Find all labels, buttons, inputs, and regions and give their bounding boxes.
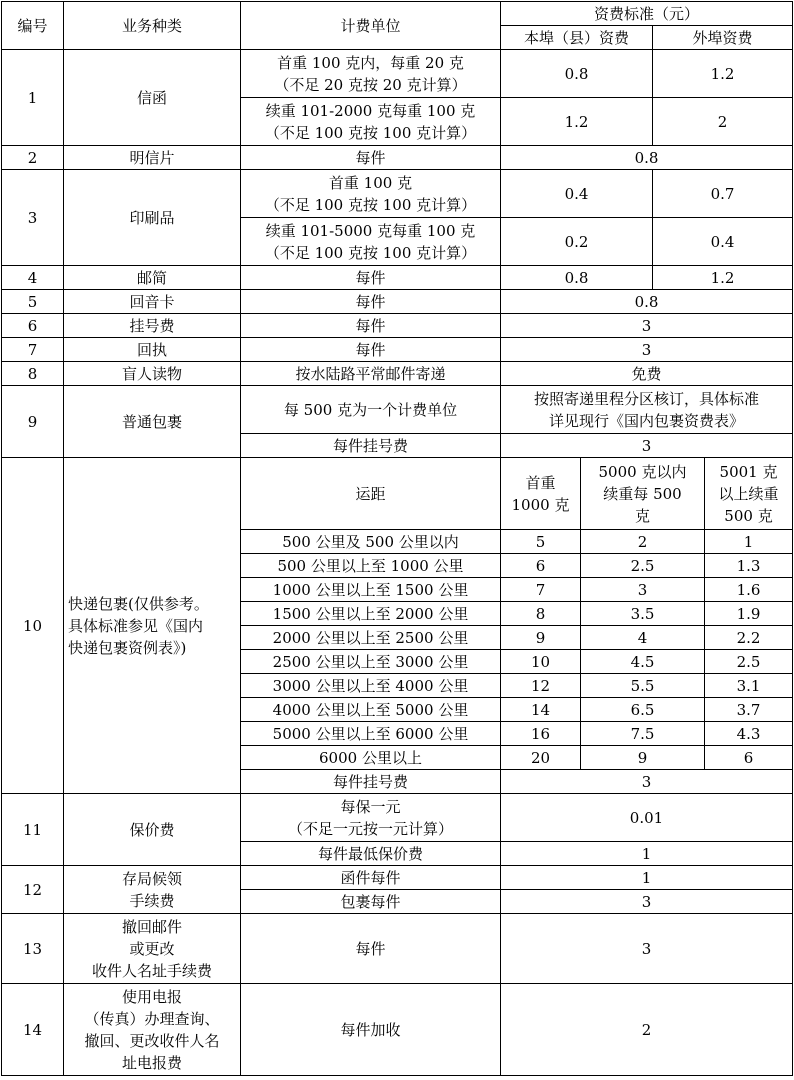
heavy-weight-cell: 3.7 [705, 698, 793, 722]
fee-cell: 3 [501, 338, 793, 362]
row-type: 邮简 [64, 266, 241, 290]
first-weight-cell: 6 [501, 554, 581, 578]
fee-cell: 3 [501, 434, 793, 458]
unit-cell: 每保一元 （不足一元按一元计算） [241, 794, 501, 842]
row-no: 13 [2, 914, 64, 984]
unit-cell: 每件 [241, 290, 501, 314]
first-weight-cell: 9 [501, 626, 581, 650]
outside-fee-cell: 1.2 [653, 266, 793, 290]
row-no: 4 [2, 266, 64, 290]
first-weight-cell: 16 [501, 722, 581, 746]
fee-cell: 3 [501, 770, 793, 794]
unit-cell: 续重 101-5000 克每重 100 克 （不足 100 克按 100 克计算） [241, 218, 501, 266]
fee-cell: 1 [501, 866, 793, 890]
row-type: 保价费 [64, 794, 241, 866]
row-type: 明信片 [64, 146, 241, 170]
local-fee-cell: 0.2 [501, 218, 653, 266]
header-local: 本埠（县）资费 [501, 26, 653, 50]
continued-weight-cell: 6.5 [581, 698, 705, 722]
unit-cell: 每件 [241, 314, 501, 338]
fee-cell: 3 [501, 314, 793, 338]
fee-cell: 1 [501, 842, 793, 866]
row-type: 快递包裹(仅供参考。 具体标准参见《国内 快递包裹资例表》) [64, 458, 241, 794]
continued-weight-cell: 3.5 [581, 602, 705, 626]
row-no: 2 [2, 146, 64, 170]
local-fee-cell: 0.8 [501, 50, 653, 98]
heavy-weight-cell: 2.5 [705, 650, 793, 674]
unit-cell: 按水陆路平常邮件寄递 [241, 362, 501, 386]
unit-cell: 包裹每件 [241, 890, 501, 914]
continued-weight-cell: 3 [581, 578, 705, 602]
outside-fee-cell: 2 [653, 98, 793, 146]
fee-cell: 3 [501, 890, 793, 914]
header-no: 编号 [2, 2, 64, 50]
unit-cell: 续重 101-2000 克每重 100 克 （不足 100 克按 100 克计算） [241, 98, 501, 146]
distance-cell: 3000 公里以上至 4000 公里 [241, 674, 501, 698]
unit-cell: 每件挂号费 [241, 434, 501, 458]
unit-cell: 函件每件 [241, 866, 501, 890]
local-fee-cell: 0.4 [501, 170, 653, 218]
distance-cell: 4000 公里以上至 5000 公里 [241, 698, 501, 722]
heavy-weight-cell: 1 [705, 530, 793, 554]
first-weight-cell: 10 [501, 650, 581, 674]
unit-cell: 每件 [241, 266, 501, 290]
row-type: 印刷品 [64, 170, 241, 266]
row-type: 撤回邮件 或更改 收件人名址手续费 [64, 914, 241, 984]
first-weight-cell: 8 [501, 602, 581, 626]
row-type: 盲人读物 [64, 362, 241, 386]
heavy-weight-cell: 4.3 [705, 722, 793, 746]
fee-cell: 0.01 [501, 794, 793, 842]
row-no: 6 [2, 314, 64, 338]
row-type: 使用电报 （传真）办理查询、 撤回、更改收件人名 址电报费 [64, 984, 241, 1076]
continued-weight-cell: 4.5 [581, 650, 705, 674]
distance-cell: 1500 公里以上至 2000 公里 [241, 602, 501, 626]
header-type: 业务种类 [64, 2, 241, 50]
unit-cell: 每 500 克为一个计费单位 [241, 386, 501, 434]
first-weight-cell: 7 [501, 578, 581, 602]
heavy-weight-cell: 1.6 [705, 578, 793, 602]
fee-cell: 3 [501, 914, 793, 984]
heavy-weight-cell: 6 [705, 746, 793, 770]
row-no: 1 [2, 50, 64, 146]
row-type: 挂号费 [64, 314, 241, 338]
row-type: 存局候领 手续费 [64, 866, 241, 914]
distance-cell: 500 公里以上至 1000 公里 [241, 554, 501, 578]
row-no: 7 [2, 338, 64, 362]
unit-cell: 每件最低保价费 [241, 842, 501, 866]
continued-weight-cell: 9 [581, 746, 705, 770]
unit-cell: 每件挂号费 [241, 770, 501, 794]
row-no: 11 [2, 794, 64, 866]
unit-cell: 每件 [241, 914, 501, 984]
row-no: 14 [2, 984, 64, 1076]
row-no: 3 [2, 170, 64, 266]
continued-weight-cell: 5.5 [581, 674, 705, 698]
row-type: 回执 [64, 338, 241, 362]
outside-fee-cell: 0.7 [653, 170, 793, 218]
continued-weight-cell: 2 [581, 530, 705, 554]
distance-cell: 2000 公里以上至 2500 公里 [241, 626, 501, 650]
first-weight-header: 首重 1000 克 [501, 458, 581, 530]
continued-weight-cell: 4 [581, 626, 705, 650]
distance-cell: 2500 公里以上至 3000 公里 [241, 650, 501, 674]
continued-weight-cell: 7.5 [581, 722, 705, 746]
fee-cell: 免费 [501, 362, 793, 386]
row-no: 5 [2, 290, 64, 314]
distance-cell: 6000 公里以上 [241, 746, 501, 770]
postal-tariff-table [1, 1, 793, 1076]
distance-cell: 1000 公里以上至 1500 公里 [241, 578, 501, 602]
fee-cell: 0.8 [501, 290, 793, 314]
first-weight-cell: 14 [501, 698, 581, 722]
unit-cell: 每件 [241, 338, 501, 362]
row-no: 9 [2, 386, 64, 458]
first-weight-cell: 12 [501, 674, 581, 698]
local-fee-cell: 1.2 [501, 98, 653, 146]
header-unit: 计费单位 [241, 2, 501, 50]
fee-cell: 2 [501, 984, 793, 1076]
heavy-weight-cell: 2.2 [705, 626, 793, 650]
row-type: 普通包裹 [64, 386, 241, 458]
heavy-weight-header: 5001 克 以上续重 500 克 [705, 458, 793, 530]
unit-cell: 首重 100 克 （不足 100 克按 100 克计算） [241, 170, 501, 218]
distance-header: 运距 [241, 458, 501, 530]
outside-fee-cell: 0.4 [653, 218, 793, 266]
header-outside: 外埠资费 [653, 26, 793, 50]
row-no: 8 [2, 362, 64, 386]
distance-cell: 5000 公里以上至 6000 公里 [241, 722, 501, 746]
heavy-weight-cell: 1.9 [705, 602, 793, 626]
unit-cell: 每件加收 [241, 984, 501, 1076]
row-type: 回音卡 [64, 290, 241, 314]
heavy-weight-cell: 1.3 [705, 554, 793, 578]
unit-cell: 每件 [241, 146, 501, 170]
first-weight-cell: 5 [501, 530, 581, 554]
unit-cell: 首重 100 克内，每重 20 克 （不足 20 克按 20 克计算） [241, 50, 501, 98]
local-fee-cell: 0.8 [501, 266, 653, 290]
row-no: 10 [2, 458, 64, 794]
continued-weight-cell: 2.5 [581, 554, 705, 578]
row-type: 信函 [64, 50, 241, 146]
heavy-weight-cell: 3.1 [705, 674, 793, 698]
row-no: 12 [2, 866, 64, 914]
outside-fee-cell: 1.2 [653, 50, 793, 98]
continued-weight-header: 5000 克以内 续重每 500 克 [581, 458, 705, 530]
fee-cell: 0.8 [501, 146, 793, 170]
header-standard: 资费标准（元） [501, 2, 793, 26]
distance-cell: 500 公里及 500 公里以内 [241, 530, 501, 554]
fee-cell: 按照寄递里程分区核订，具体标准 详见现行《国内包裹资费表》 [501, 386, 793, 434]
first-weight-cell: 20 [501, 746, 581, 770]
